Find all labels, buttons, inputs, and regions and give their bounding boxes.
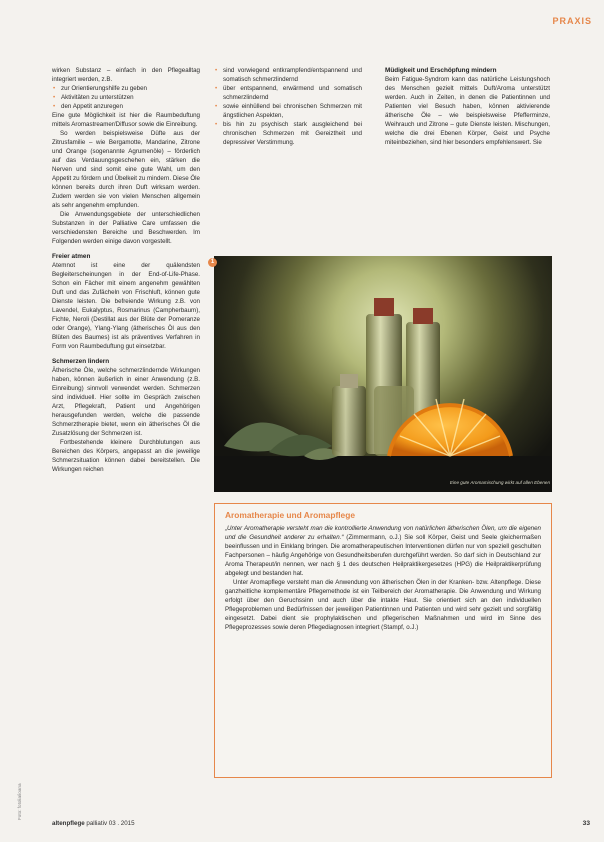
list-item: • zur Orientierungshilfe zu geben — [52, 84, 200, 93]
column-3 — [385, 66, 550, 147]
list-item: • den Appetit anzuregen — [52, 102, 200, 111]
col1-paragraph: So werden beispielsweise Düfte aus der Zitrusfamilie – wie Bergamotte, Mandarine, Zitrone und Orange (sogenannte Agrumenöle) – förderlich auf das Verdauungsgeschehen ein, stärken die Nerven und sind somit eine gute Wahl, um den Appetit zu fördern und Übelkeit zu mindern. Diese Öle können bereits durch ihren Duft wirksam werden. Zudem werden sie von vielen Menschen allgemein als sehr angenehm empfunden. — [52, 130, 200, 209]
list-item: • sowie einhüllend bei chronischen Schmerzen mit ängstlichen Aspekten, — [214, 102, 362, 120]
footer-journal-name: altenpflege — [52, 820, 85, 827]
page-number: 33 — [582, 820, 590, 827]
col1-paragraph: Atemnot ist eine der quälendsten Begleiterscheinungen in der End-of-Life-Phase. Schon ein Fächer mit einem angenehm gewählten Duft und das Zufächeln von Frischluft, können gute Dienste leisten. Die befreiende Wirkung z.B. von Lavendel, Eukalyptus, Rosmarinus (Campherbaum), Fichte, Neroli (Destillat aus der Blüte der Pomeranze oder Orange), Ylang-Ylang (ätherisches Öl aus den Blüten des Baumes) ist als präventives Verfahren in Form von Raumbeduftung gut einsetzbar. — [52, 262, 200, 350]
info-box-paragraph: Unter Aromapflege versteht man die Anwendung von ätherischen Ölen in der Kranken- bzw. Altenpflege. Diese ganzheitliche komplementäre Pflegemethode ist ein Teilbereich der Aromatherapie. Die Anwendung und Wirkung erfolgt über den Geruchssinn und auch über die intakte Haut. Sie orientiert sich an den individuellen Pflegeproblemen und Bedürfnissen der jeweiligen Patientinnen und Patienten und wird sehr gezielt und sorgfältig eingesetzt. Dabei dient sie prophylaktischen und pflegerischen Maßnahmen und wird im Sinne des Pflegeprozesses sowie deren Pflegediagnosen integriert (Stampf, o.J.) — [225, 579, 541, 631]
column-1 — [52, 66, 200, 474]
heading-schmerzen-lindern: Schmerzen lindern — [52, 358, 110, 365]
footer-issue: palliativ 03 . 2015 — [86, 820, 135, 827]
col1-intro: wirken Substanz – einfach in den Pflegealltag integriert werden, z.B. — [52, 67, 200, 83]
column-2 — [214, 66, 362, 147]
list-item: • sind vorwiegend entkrampfend/entspannend und somatisch schmerzlindernd — [214, 66, 362, 84]
photo-caption: Eine gute Aromamischung wirkt auf allen Ebenen — [449, 480, 550, 485]
info-box-title: Aromatherapie und Aromapflege — [225, 510, 355, 520]
info-box-quote: „Unter Aromatherapie versteht man die kontrollierte Anwendung von natürlichen ätherischen Ölen, um die eigenen und die Gesundheit anderer zu erhalten.“ — [225, 525, 541, 541]
info-box-text: (Zimmermann, o.J.) Sie soll Körper, Geist und Seele gleichermaßen beeinflussen und in Einklang bringen. Die aromatherapeutischen Interventionen dürfen nur von speziell geschulten Fachpersonen – häufig Angehörige von Gesundheitsberufen durchgeführt werden. So darf sich in Deutschland zur Aroma Therapeut/in nennen, wer nach § 1 des deutschen Heilpraktikergesetzes (HPG) die Heilpraktikerprüfung abgelegt und bestanden hat. — [225, 534, 541, 577]
col1-paragraph: Die Anwendungsgebiete der unterschiedlichen Substanzen in der Palliative Care umfassen die verschiedensten Bereiche und Beschwerden. Im Folgenden werden einige davon vorgestellt. — [52, 211, 200, 245]
col2-bullet-list — [214, 66, 362, 147]
list-item: • Aktivitäten zu unterstützen — [52, 93, 200, 102]
list-item: • über entspannend, erwärmend und somatisch schmerzlindernd — [214, 84, 362, 102]
col1-bullet-list — [52, 84, 200, 111]
photo-illustration — [214, 256, 552, 492]
info-box-paragraph — [225, 524, 541, 578]
col3-paragraph: Beim Fatigue-Syndrom kann das natürliche Leistungshoch des Menschen gezielt mittels Duft/Aroma unterstützt werden. Auch in Zeiten, in denen die Patientinnen und Patienten viel Besuch haben, können aktivierende ätherische Öle – wie beispielsweise Pfefferminze, Weihrauch und Zitrone – gute Dienste leisten. Mischungen, welche die drei Ebenen Körper, Geist und Psyche miteinbeziehen, sind hier besonders empfehlenswert. Sie — [385, 76, 550, 146]
section-tag: PRAXIS — [552, 16, 592, 26]
heading-freier-atmen: Freier atmen — [52, 253, 91, 260]
col1-paragraph: Ätherische Öle, welche schmerzlindernde Wirkungen haben, können äußerlich in einer Anwendung (z.B. Einreibung) sinnvoll verwendet werden. Schmerzen sind individuell. Hier sollte im Gespräch zwischen Arzt, Pflegekraft, Patient und Angehörigen herausgefunden werden, welche die passende Schmerztherapie bietet, wenn ein ätherisches Öl die Zusatzlösung der Schmerzen ist. — [52, 367, 200, 437]
col1-paragraph: Fortbestehende kleinere Durchblutungen aus Bereichen des Körpers, angepasst an die jeweilige Schmerzsituation können dabei bereitstellen. Die Wirkungen reichen — [52, 439, 200, 473]
list-item: • bis hin zu psychisch stark ausgleichend bei chronischen Schmerzen mit Gereiztheit und depressiver Verstimmung. — [214, 120, 362, 147]
info-box-aromatherapie — [214, 503, 552, 778]
col1-paragraph: Eine gute Möglichkeit ist hier die Raumbeduftung mittels Aromastreamer/Diffusor sowie die Einreibung. — [52, 112, 200, 128]
heading-muedigkeit: Müdigkeit und Erschöpfung mindern — [385, 67, 497, 74]
photo-credit: Foto: fotolia/ioana — [17, 783, 22, 820]
photo-number-badge: 1 — [208, 258, 217, 267]
footer-journal — [52, 820, 135, 827]
photo-essential-oils — [214, 256, 552, 492]
